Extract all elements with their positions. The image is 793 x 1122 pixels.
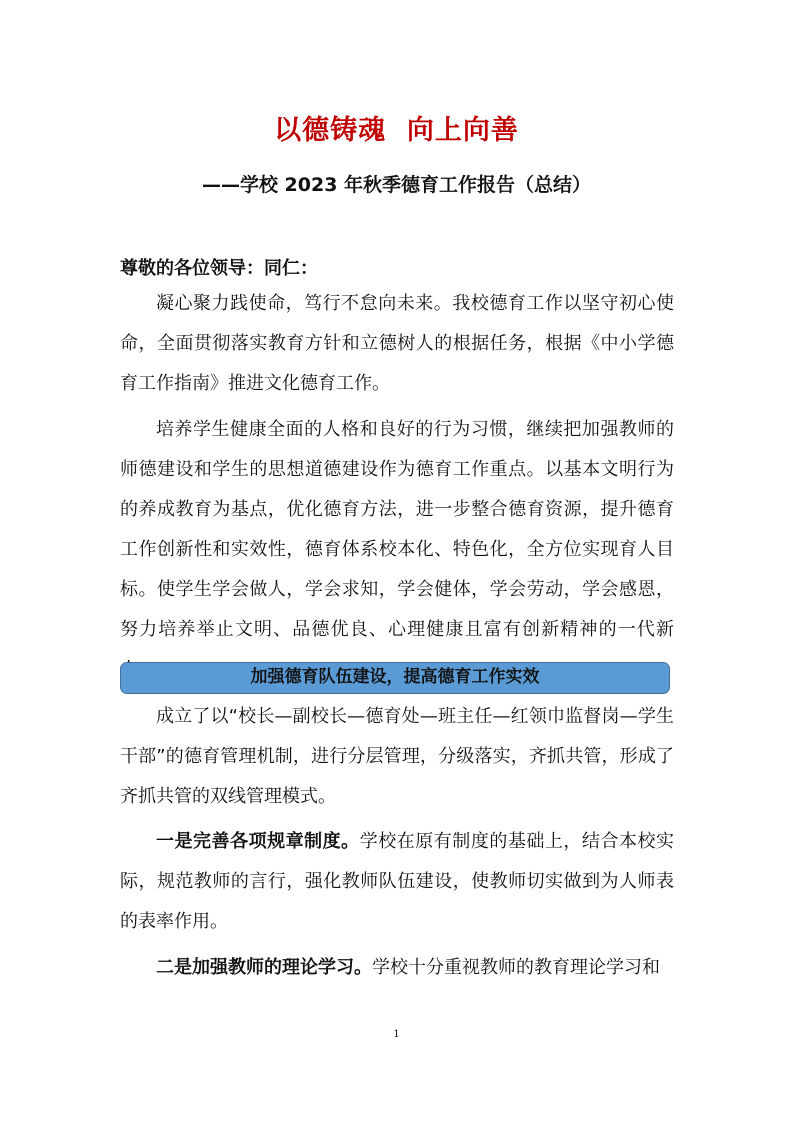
document-title: 以德铸魂 向上向善 <box>274 115 519 146</box>
paragraph-text: 培养学生健康全面的人格和良好的行为习惯，继续把加强教师的师德建设和学生的思想道德建设作为德育工作重点。以基本文明行为的养成教育为基点，优化德育方法，进一步整合德育资源，提升德育工作创新性和实效性，德育体系校本化、特色化，全方位实现育人目标。使学生学会做人，学会求知，学会健体，学会劳动，学会感恩，努力培养举止文明、品德优良、心理健康且富有创新精神的一代新 <box>120 419 674 640</box>
paragraph-text: 学校十分重视教师的教育理论学习和 <box>372 957 660 978</box>
salutation: 尊敬的各位领导：同仁： <box>120 258 318 279</box>
paragraph-lead-bold: 一是完善各项规章制度。 <box>156 831 360 852</box>
paragraph-text: 学校在原有制度的基础上，结合本校实际，规范教师的言行，强化教师队伍建设，使教师切实做到为人师表的表率作用。 <box>120 831 674 932</box>
page-number: 1 <box>393 1029 400 1040</box>
section-paragraph <box>120 822 674 942</box>
body-paragraph <box>120 410 674 690</box>
paragraph-text: 成立了以“校长—副校长—德育处—班主任—红领巾监督岗—学生干部”的德育管理机制，进行分层管理，分级落实，齐抓共管，形成了齐抓共管的双线管理模式。 <box>120 706 674 807</box>
section-heading-banner: 加强德育队伍建设，提高德育工作实效 <box>120 662 670 694</box>
paragraph-lead-bold: 二是加强教师的理论学习。 <box>156 957 372 978</box>
document-subtitle: ——学校 2023 年秋季德育工作报告（总结） <box>201 174 592 196</box>
body-paragraph <box>120 284 674 404</box>
section-paragraph <box>120 948 674 988</box>
paragraph-text: 凝心聚力践使命，笃行不怠向未来。我校德育工作以坚守初心使命，全面贯彻落实教育方针和立德树人的根据任务，根据《中小学德育工作指南》推进文化德育工作。 <box>120 293 674 394</box>
section-paragraph <box>120 697 674 817</box>
